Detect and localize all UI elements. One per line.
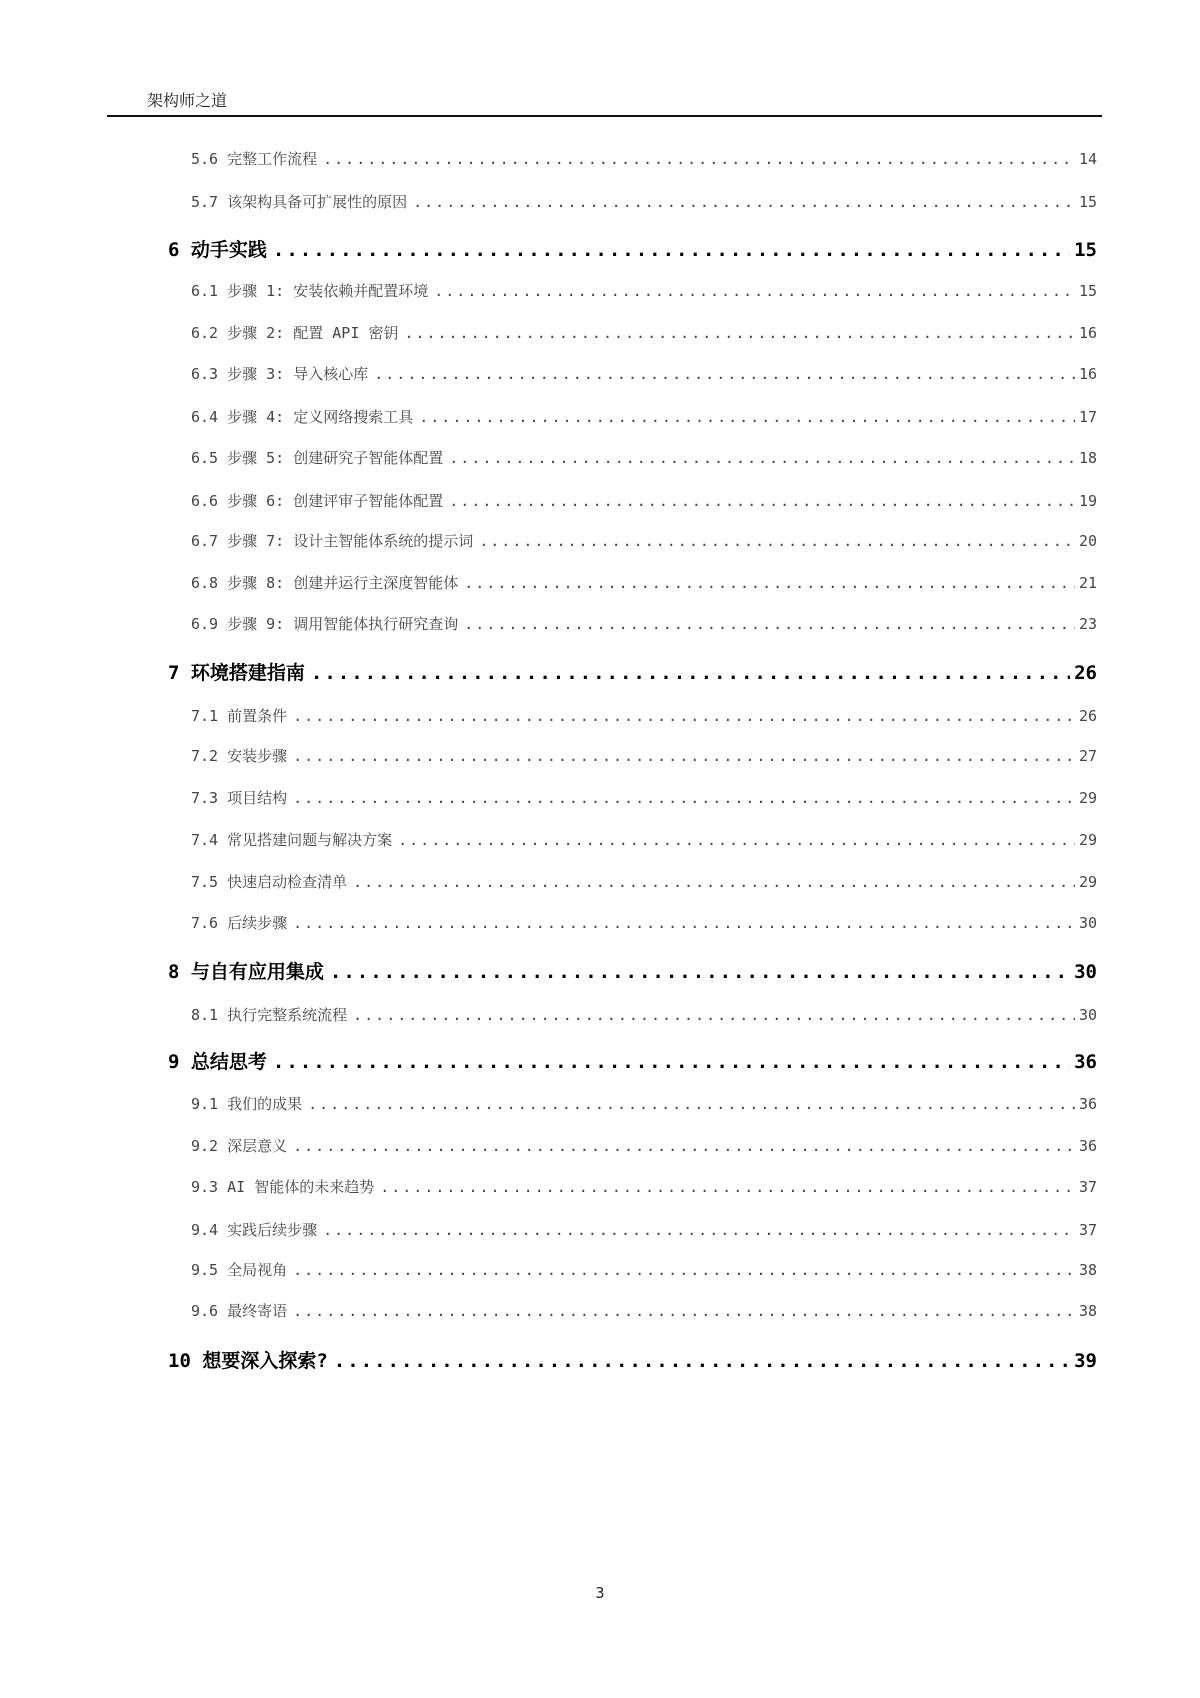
- toc-entry-title: 6.5 步骤 5: 创建研究子智能体配置: [191, 449, 444, 467]
- dot-leader: [413, 193, 1075, 211]
- toc-entry[interactable]: [191, 572, 1097, 593]
- toc-entry-page: 21: [1078, 574, 1097, 592]
- toc-entry-title: 9.4 实践后续步骤: [191, 1221, 318, 1239]
- toc-entry[interactable]: [191, 530, 1097, 551]
- toc-entry-page: 20: [1078, 532, 1097, 550]
- dot-leader: [374, 365, 1075, 383]
- toc-entry-page: 27: [1078, 747, 1097, 765]
- toc-entry[interactable]: [168, 1346, 1097, 1373]
- toc-entry-page: 23: [1078, 615, 1097, 633]
- toc-entry-title: 9.1 我们的成果: [191, 1095, 303, 1113]
- dot-leader: [308, 1095, 1075, 1113]
- dot-leader: [323, 150, 1075, 168]
- toc-entry-page: 15: [1074, 239, 1097, 261]
- dot-leader: [311, 662, 1070, 684]
- toc-entry[interactable]: [191, 829, 1097, 850]
- toc-entry[interactable]: [191, 912, 1097, 933]
- toc-entry[interactable]: [191, 363, 1097, 384]
- toc-entry[interactable]: [191, 406, 1097, 427]
- dot-leader: [293, 789, 1075, 807]
- toc-entry[interactable]: [191, 1300, 1097, 1321]
- dot-leader: [353, 1006, 1075, 1024]
- dot-leader: [273, 239, 1070, 261]
- toc-entry-title: 9 总结思考: [168, 1051, 267, 1073]
- dot-leader: [419, 408, 1075, 426]
- header-rule: [107, 115, 1102, 117]
- toc-entry-title: 6.7 步骤 7: 设计主智能体系统的提示词: [191, 532, 474, 550]
- toc-entry-title: 6.1 步骤 1: 安装依赖并配置环境: [191, 282, 429, 300]
- dot-leader: [293, 914, 1075, 932]
- toc-entry-title: 7 环境搭建指南: [168, 662, 305, 684]
- toc-entry-title: 6.8 步骤 8: 创建并运行主深度智能体: [191, 574, 459, 592]
- toc-entry-title: 9.5 全局视角: [191, 1261, 288, 1279]
- dot-leader: [330, 961, 1070, 983]
- toc-entry-page: 36: [1078, 1137, 1097, 1155]
- toc-entry-page: 37: [1078, 1221, 1097, 1239]
- page-number: 3: [595, 1584, 605, 1602]
- running-header: 架构师之道: [147, 91, 228, 110]
- toc-entry-page: 18: [1078, 449, 1097, 467]
- toc-entry-title: 5.7 该架构具备可扩展性的原因: [191, 193, 408, 211]
- toc-entry[interactable]: [168, 957, 1097, 984]
- toc-entry[interactable]: [191, 447, 1097, 468]
- dot-leader: [479, 532, 1075, 550]
- toc-entry-title: 6.3 步骤 3: 导入核心库: [191, 365, 369, 383]
- toc-entry-title: 7.5 快速启动检查清单: [191, 873, 348, 891]
- dot-leader: [449, 449, 1075, 467]
- toc-entry-title: 7.2 安装步骤: [191, 747, 288, 765]
- toc-entry-page: 29: [1078, 789, 1097, 807]
- toc-entry-page: 16: [1078, 365, 1097, 383]
- toc-entry-page: 15: [1078, 193, 1097, 211]
- dot-leader: [398, 831, 1075, 849]
- toc-entry[interactable]: [191, 705, 1097, 726]
- toc-entry-page: 26: [1078, 707, 1097, 725]
- toc-entry-title: 8.1 执行完整系统流程: [191, 1006, 348, 1024]
- dot-leader: [380, 1178, 1075, 1196]
- toc-entry-page: 36: [1074, 1051, 1097, 1073]
- toc-entry-title: 7.1 前置条件: [191, 707, 288, 725]
- toc-entry-title: 6.6 步骤 6: 创建评审子智能体配置: [191, 492, 444, 510]
- dot-leader: [293, 707, 1075, 725]
- toc-entry-page: 19: [1078, 492, 1097, 510]
- toc-entry-page: 30: [1078, 1006, 1097, 1024]
- toc-entry[interactable]: [191, 1004, 1097, 1025]
- toc-entry-page: 14: [1078, 150, 1097, 168]
- toc-entry[interactable]: [168, 658, 1097, 685]
- toc-entry-title: 6.9 步骤 9: 调用智能体执行研究查询: [191, 615, 459, 633]
- toc-entry-title: 7.4 常见搭建问题与解决方案: [191, 831, 393, 849]
- toc-entry[interactable]: [191, 1135, 1097, 1156]
- toc-entry-title: 8 与自有应用集成: [168, 961, 324, 983]
- toc-entry[interactable]: [191, 745, 1097, 766]
- toc-entry[interactable]: [168, 235, 1097, 262]
- toc-entry[interactable]: [191, 1176, 1097, 1197]
- toc-entry-title: 9.3 AI 智能体的未来趋势: [191, 1178, 375, 1196]
- dot-leader: [334, 1350, 1070, 1372]
- toc-entry[interactable]: [168, 1047, 1097, 1074]
- toc-entry[interactable]: [191, 787, 1097, 808]
- dot-leader: [404, 324, 1075, 342]
- toc-entry-title: 7.3 项目结构: [191, 789, 288, 807]
- dot-leader: [293, 1137, 1075, 1155]
- toc-entry-page: 38: [1078, 1302, 1097, 1320]
- toc-entry[interactable]: [191, 191, 1097, 212]
- toc-entry-page: 16: [1078, 324, 1097, 342]
- toc-entry[interactable]: [191, 1219, 1097, 1240]
- toc-entry[interactable]: [191, 148, 1097, 169]
- dot-leader: [353, 873, 1075, 891]
- dot-leader: [464, 615, 1075, 633]
- toc-entry-page: 26: [1074, 662, 1097, 684]
- toc-entry-page: 36: [1078, 1095, 1097, 1113]
- dot-leader: [434, 282, 1075, 300]
- dot-leader: [293, 1302, 1075, 1320]
- toc-entry-title: 9.6 最终寄语: [191, 1302, 288, 1320]
- toc-entry[interactable]: [191, 613, 1097, 634]
- toc-entry-page: 30: [1074, 961, 1097, 983]
- toc-entry-page: 17: [1078, 408, 1097, 426]
- toc-entry[interactable]: [191, 1259, 1097, 1280]
- toc-entry-title: 6.4 步骤 4: 定义网络搜索工具: [191, 408, 414, 426]
- toc-entry-title: 6 动手实践: [168, 239, 267, 261]
- dot-leader: [293, 747, 1075, 765]
- toc-entry[interactable]: [191, 490, 1097, 511]
- toc-entry-page: 29: [1078, 831, 1097, 849]
- toc-entry[interactable]: [191, 280, 1097, 301]
- toc-entry-page: 30: [1078, 914, 1097, 932]
- toc-entry-title: 5.6 完整工作流程: [191, 150, 318, 168]
- toc-entry[interactable]: [191, 322, 1097, 343]
- toc-entry-title: 9.2 深层意义: [191, 1137, 288, 1155]
- toc-entry[interactable]: [191, 1093, 1097, 1114]
- toc-entry-page: 38: [1078, 1261, 1097, 1279]
- toc-entry-title: 10 想要深入探索?: [168, 1350, 328, 1372]
- toc-entry-title: 7.6 后续步骤: [191, 914, 288, 932]
- dot-leader: [323, 1221, 1075, 1239]
- dot-leader: [449, 492, 1075, 510]
- dot-leader: [464, 574, 1075, 592]
- dot-leader: [273, 1051, 1070, 1073]
- dot-leader: [293, 1261, 1075, 1279]
- toc-entry-page: 15: [1078, 282, 1097, 300]
- toc-entry-page: 37: [1078, 1178, 1097, 1196]
- toc-entry-page: 29: [1078, 873, 1097, 891]
- toc-entry[interactable]: [191, 871, 1097, 892]
- toc-entry-page: 39: [1074, 1350, 1097, 1372]
- toc-entry-title: 6.2 步骤 2: 配置 API 密钥: [191, 324, 399, 342]
